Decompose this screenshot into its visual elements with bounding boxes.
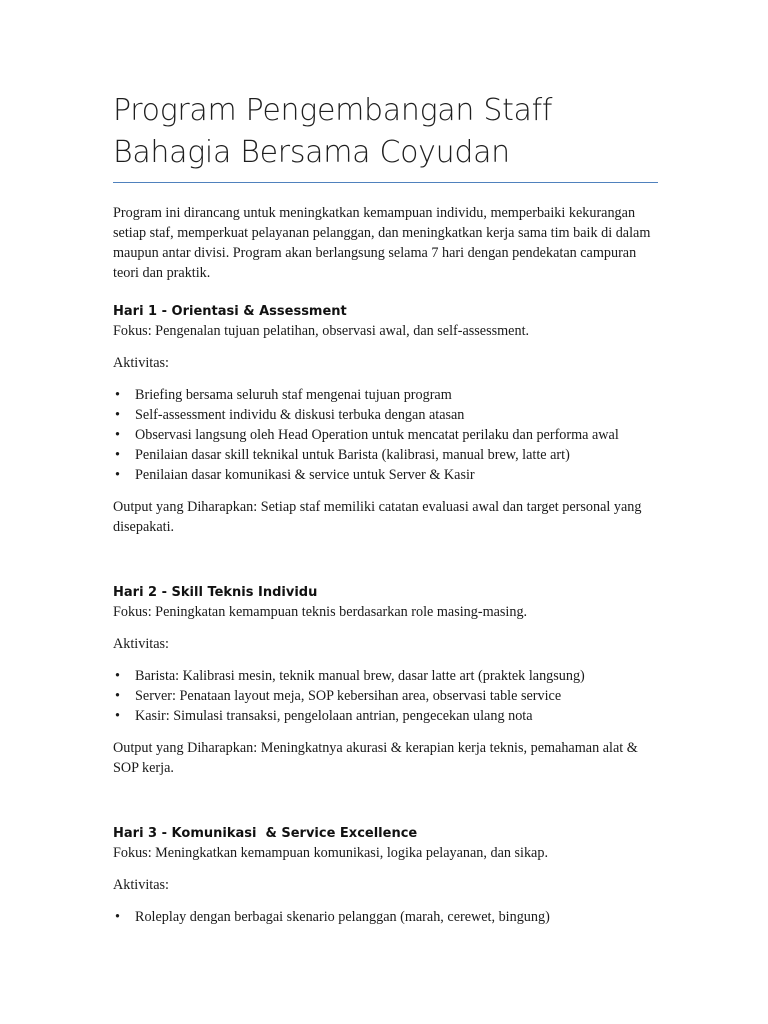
day-3-activities-label: Aktivitas:	[113, 877, 169, 893]
day-1-heading: Hari 1 - Orientasi & Assessment	[113, 304, 347, 319]
list-item	[113, 405, 658, 425]
day-2-focus: Fokus: Peningkatan kemampuan teknis berdasarkan role masing-masing.	[113, 604, 528, 620]
day-2-activity-list	[113, 666, 658, 726]
bullet-icon: •	[115, 668, 120, 684]
bullet-icon: •	[115, 708, 120, 724]
list-item-text: Barista: Kalibrasi mesin, teknik manual brew, dasar latte art (praktek langsung)	[135, 668, 585, 684]
bullet-icon: •	[115, 387, 120, 403]
list-item	[113, 706, 658, 726]
day-1-activities-label: Aktivitas:	[113, 355, 169, 371]
day-3-section	[113, 824, 658, 927]
day-2-section	[113, 583, 658, 778]
list-item	[113, 445, 658, 465]
list-item	[113, 686, 658, 706]
list-item-text: Server: Penataan layout meja, SOP kebersihan area, observasi table service	[135, 688, 562, 704]
bullet-icon: •	[115, 909, 120, 925]
day-2-activities-label: Aktivitas:	[113, 636, 169, 652]
bullet-icon: •	[115, 427, 120, 443]
list-item-text: Penilaian dasar skill teknikal untuk Barista (kalibrasi, manual brew, latte art)	[135, 447, 570, 463]
list-item-text: Observasi langsung oleh Head Operation untuk mencatat perilaku dan performa awal	[135, 427, 619, 443]
day-1-section	[113, 302, 658, 537]
document-title: Program Pengembangan Staff Bahagia Bersama Coyudan	[113, 93, 553, 170]
day-3-activity-list	[113, 907, 658, 927]
bullet-icon: •	[115, 407, 120, 423]
list-item-text: Penilaian dasar komunikasi & service untuk Server & Kasir	[135, 467, 475, 483]
day-3-heading: Hari 3 - Komunikasi & Service Excellence	[113, 826, 418, 841]
list-item	[113, 907, 658, 927]
title-divider	[113, 182, 658, 183]
list-item-text: Roleplay dengan berbagai skenario pelanggan (marah, cerewet, bingung)	[135, 909, 550, 925]
intro-paragraph: Program ini dirancang untuk meningkatkan kemampuan individu, memperbaiki kekurangan setiap staf, memperkuat pelayanan pelanggan, dan meningkatkan kerja sama tim baik di dalam maupun antar divisi. Program akan berlangsung selama 7 hari dengan pendekatan campuran teori dan praktik.	[113, 205, 651, 281]
day-2-heading: Hari 2 - Skill Teknis Individu	[113, 585, 318, 600]
list-item-text: Kasir: Simulasi transaksi, pengelolaan antrian, pengecekan ulang nota	[135, 708, 533, 724]
day-3-focus: Fokus: Meningkatkan kemampuan komunikasi, logika pelayanan, dan sikap.	[113, 845, 548, 861]
day-1-focus: Fokus: Pengenalan tujuan pelatihan, observasi awal, dan self-assessment.	[113, 323, 530, 339]
list-item	[113, 666, 658, 686]
list-item	[113, 425, 658, 445]
list-item	[113, 465, 658, 485]
bullet-icon: •	[115, 467, 120, 483]
day-1-activity-list	[113, 385, 658, 485]
bullet-icon: •	[115, 447, 120, 463]
day-2-output: Output yang Diharapkan: Meningkatnya akurasi & kerapian kerja teknis, pemahaman alat & SOP kerja.	[113, 740, 638, 776]
bullet-icon: •	[115, 688, 120, 704]
day-1-output: Output yang Diharapkan: Setiap staf memiliki catatan evaluasi awal dan target personal yang disepakati.	[113, 499, 642, 535]
document-page	[113, 90, 658, 927]
list-item-text: Self-assessment individu & diskusi terbuka dengan atasan	[135, 407, 465, 423]
list-item	[113, 385, 658, 405]
list-item-text: Briefing bersama seluruh staf mengenai tujuan program	[135, 387, 452, 403]
